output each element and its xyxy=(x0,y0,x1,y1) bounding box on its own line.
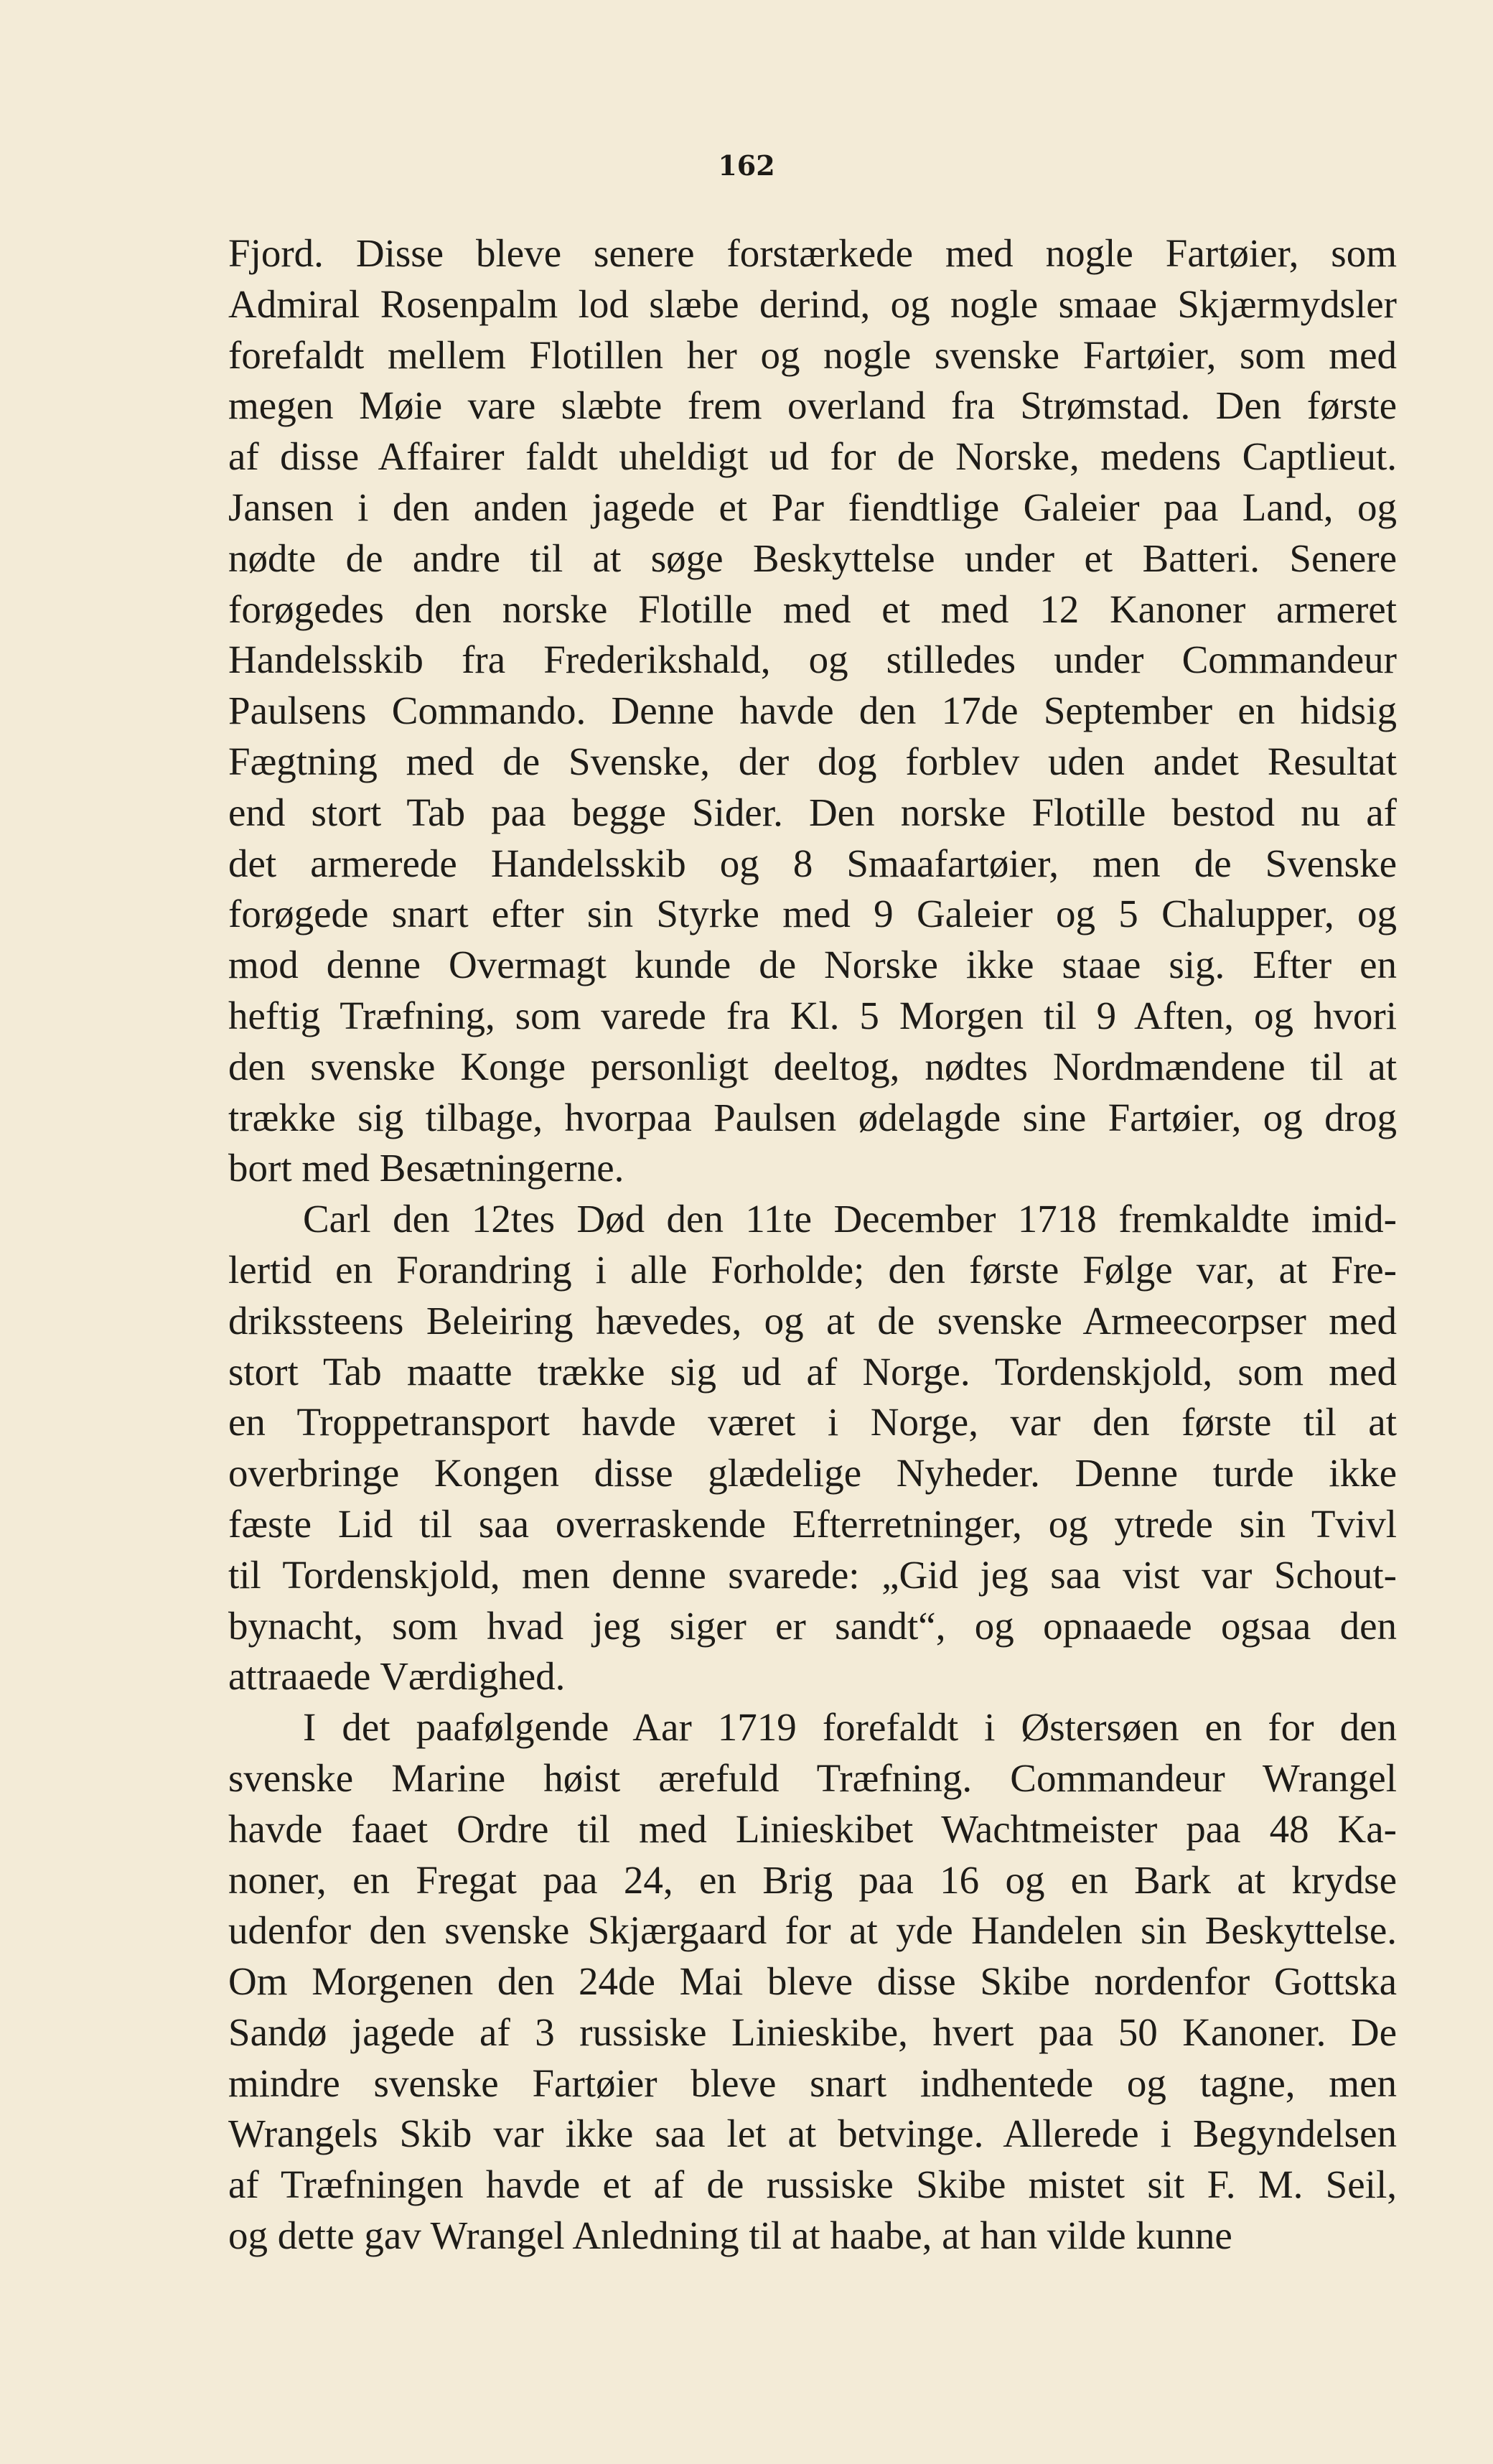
text-line: Fjord. Disse bleve senere forstærkede med nogle Fartøier, som xyxy=(228,231,1397,275)
paragraph xyxy=(228,1194,1397,1702)
text-line: af disse Affairer faldt uheldigt ud for de Norske, medens Captlieut. xyxy=(228,434,1397,479)
text-line: af Træfningen havde et af de russiske Skibe mistet sit F. M. Seil, xyxy=(228,2162,1397,2207)
text-line: bort med Besætningerne. xyxy=(228,1146,624,1190)
text-line: Handelsskib fra Frederikshald, og stilledes under Commandeur xyxy=(228,638,1397,682)
text-line: Paulsens Commando. Denne havde den 17de September en hidsig xyxy=(228,689,1397,733)
body-text xyxy=(228,228,1397,2262)
text-line: trække sig tilbage, hvorpaa Paulsen ødelagde sine Fartøier, og drog xyxy=(228,1095,1397,1139)
text-line: attraaede Værdighed. xyxy=(228,1654,566,1699)
text-line: forøgede snart efter sin Styrke med 9 Galeier og 5 Chalupper, og xyxy=(228,892,1397,936)
paragraph xyxy=(228,1702,1397,2262)
text-line: stort Tab maatte trække sig ud af Norge. Tordenskjold, som med xyxy=(228,1349,1397,1394)
text-line: lertid en Forandring i alle Forholde; den første Følge var, at Fre- xyxy=(228,1247,1397,1292)
text-line: den svenske Konge personligt deeltog, nødtes Nordmændene til at xyxy=(228,1044,1397,1088)
text-line: heftig Træfning, som varede fra Kl. 5 Morgen til 9 Aften, og hvori xyxy=(228,993,1397,1037)
text-line: fæste Lid til saa overraskende Efterretninger, og ytrede sin Tvivl xyxy=(228,1501,1397,1546)
text-line: havde faaet Ordre til med Linieskibet Wachtmeister paa 48 Ka- xyxy=(228,1806,1397,1851)
text-line: Carl den 12tes Død den 11te December 1718 fremkaldte imid- xyxy=(303,1197,1397,1241)
text-line: Wrangels Skib var ikke saa let at betvinge. Allerede i Begyndelsen xyxy=(228,2111,1397,2156)
text-line: bynacht, som hvad jeg siger er sandt“, og opnaaede ogsaa den xyxy=(228,1603,1397,1648)
text-line: mod denne Overmagt kunde de Norske ikke staae sig. Efter en xyxy=(228,943,1397,987)
text-line: forefaldt mellem Flotillen her og nogle svenske Fartøier, som med xyxy=(228,332,1397,377)
text-line: Jansen i den anden jagede et Par fiendtlige Galeier paa Land, og xyxy=(228,485,1397,529)
text-line: og dette gav Wrangel Anledning til at haabe, at han vilde kunne xyxy=(228,2213,1232,2258)
text-line: svenske Marine høist ærefuld Træfning. Commandeur Wrangel xyxy=(228,1755,1397,1800)
text-line: til Tordenskjold, men denne svarede: „Gid jeg saa vist var Schout- xyxy=(228,1552,1397,1597)
text-line: noner, en Fregat paa 24, en Brig paa 16 og en Bark at krydse xyxy=(228,1857,1397,1902)
text-line: end stort Tab paa begge Sider. Den norske Flotille bestod nu af xyxy=(228,790,1397,834)
text-line: Sandø jagede af 3 russiske Linieskibe, hvert paa 50 Kanoner. De xyxy=(228,2010,1397,2054)
text-line: drikssteens Beleiring hævedes, og at de svenske Armeecorpser med xyxy=(228,1298,1397,1343)
text-line: Fægtning med de Svenske, der dog forblev uden andet Resultat xyxy=(228,739,1397,783)
text-line: mindre svenske Fartøier bleve snart indhentede og tagne, men xyxy=(228,2061,1397,2105)
text-line: en Troppetransport havde været i Norge, var den første til at xyxy=(228,1400,1397,1445)
text-line: Admiral Rosenpalm lod slæbe derind, og nogle smaae Skjærmydsler xyxy=(228,281,1397,326)
text-line: udenfor den svenske Skjærgaard for at yde Handelen sin Beskyttelse. xyxy=(228,1908,1397,1953)
paragraph xyxy=(228,228,1397,1194)
text-line: overbringe Kongen disse glædelige Nyheder. Denne turde ikke xyxy=(228,1451,1397,1495)
text-line: nødte de andre til at søge Beskyttelse under et Batteri. Senere xyxy=(228,536,1397,580)
text-line: det armerede Handelsskib og 8 Smaafartøier, men de Svenske xyxy=(228,841,1397,885)
page-number: 162 xyxy=(718,149,775,182)
text-line: forøgedes den norske Flotille med et med 12 Kanoner armeret xyxy=(228,587,1397,631)
text-line: I det paafølgende Aar 1719 forefaldt i Østersøen en for den xyxy=(303,1705,1397,1750)
text-line: megen Møie vare slæbte frem overland fra Strømstad. Den første xyxy=(228,383,1397,428)
text-line: Om Morgenen den 24de Mai bleve disse Skibe nordenfor Gottska xyxy=(228,1959,1397,2004)
